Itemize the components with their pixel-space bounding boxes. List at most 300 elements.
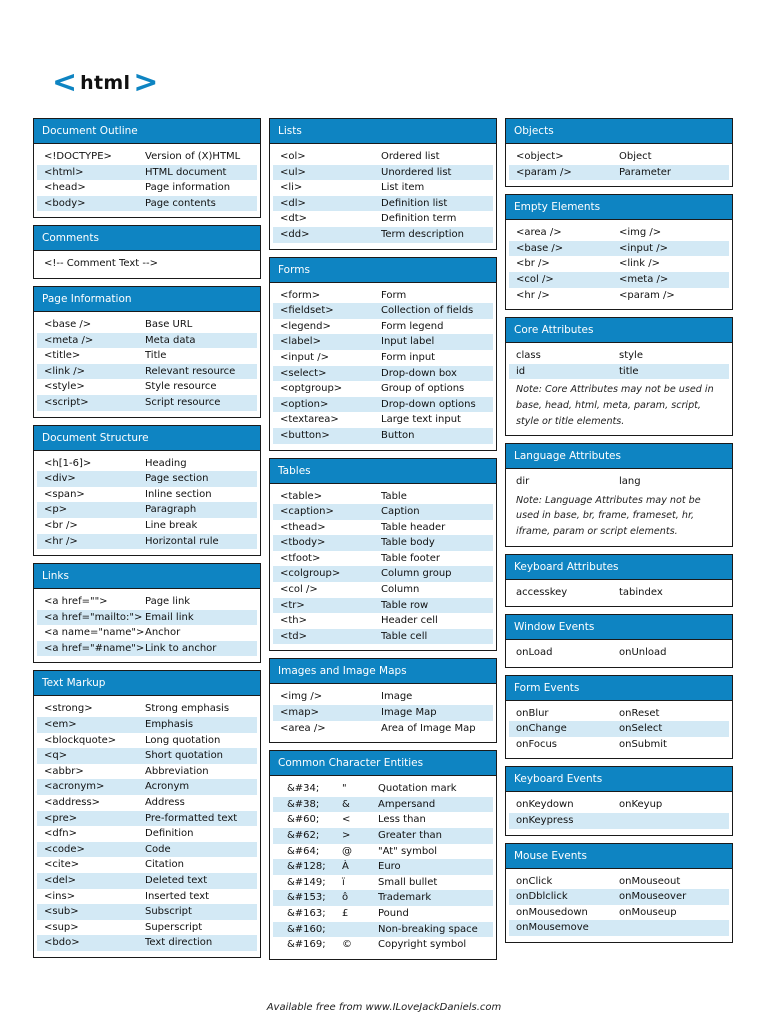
table-row [37, 456, 257, 472]
tag-cell: <acronym> [44, 781, 105, 793]
description-cell: Anchor [145, 627, 181, 639]
section-rows [506, 701, 732, 759]
table-row [273, 844, 493, 860]
table-row [37, 594, 257, 610]
section-note: Note: Language Attributes may not be used in base, br, frame, frameset, hr, iframe, param or script elements. [516, 494, 701, 537]
tag-cell: <label> [280, 336, 321, 348]
tag-cell: <style> [44, 381, 85, 393]
entity-description: Trademark [378, 892, 432, 904]
table-row [273, 812, 493, 828]
entity-description: Less than [378, 814, 426, 826]
description-cell: Base URL [145, 318, 193, 330]
column-2 [269, 118, 497, 967]
description-cell: onSubmit [619, 738, 667, 750]
table-row [37, 625, 257, 641]
entity-description: Copyright symbol [378, 939, 467, 951]
entity-description: Non-breaking space [378, 923, 478, 935]
entity-char: < [342, 814, 351, 826]
table-row [37, 857, 257, 873]
section-text-markup [33, 670, 261, 958]
description-cell: Meta data [145, 334, 196, 346]
table-row [273, 489, 493, 505]
table-row [37, 502, 257, 518]
section-rows [34, 312, 260, 417]
section-title: Form Events [506, 676, 732, 701]
section-document-outline [33, 118, 261, 218]
description-cell: Emphasis [145, 719, 194, 731]
tag-cell: <title> [44, 350, 81, 362]
tag-cell: <colgroup> [280, 568, 341, 580]
table-row [509, 256, 729, 272]
section-rows [506, 343, 732, 435]
table-row [273, 165, 493, 181]
section-rows [506, 220, 732, 309]
column-1 [33, 118, 261, 965]
description-cell: Title [145, 350, 167, 362]
description-cell: Definition list [381, 197, 448, 209]
tag-cell: class [516, 350, 541, 362]
section-title: Text Markup [34, 671, 260, 696]
table-row [273, 397, 493, 413]
description-cell: style [619, 350, 643, 362]
entity-char: ô [342, 892, 349, 904]
description-cell: Ordered list [381, 151, 440, 162]
logo-text: html [80, 72, 131, 94]
description-cell: Button [381, 429, 415, 441]
description-cell: Collection of fields [381, 305, 474, 317]
tag-cell: <base /> [44, 318, 92, 330]
tag-cell: <area /> [516, 227, 562, 239]
table-row [509, 645, 729, 661]
section-title: Links [34, 564, 260, 589]
table-row [37, 873, 257, 889]
table-row [273, 520, 493, 536]
description-cell: Caption [381, 506, 420, 518]
description-cell: Drop-down options [381, 398, 476, 410]
table-row [37, 317, 257, 333]
entity-char: À [342, 861, 349, 873]
description-cell: <link /> [619, 258, 660, 270]
tag-cell: <link /> [44, 365, 85, 377]
description-cell: Table cell [381, 630, 428, 642]
tag-cell: <br /> [516, 258, 550, 270]
section-title: Language Attributes [506, 444, 732, 469]
description-cell: Line break [145, 519, 198, 531]
section-rows [506, 580, 732, 607]
section-rows [506, 144, 732, 186]
table-row [273, 598, 493, 614]
table-row [37, 826, 257, 842]
table-row [37, 348, 257, 364]
table-row [273, 689, 493, 705]
description-cell: Table [381, 490, 407, 502]
entity-char: @ [342, 845, 352, 857]
tag-cell: <h[1-6]> [44, 457, 92, 469]
entity-description: Euro [378, 861, 401, 873]
section-window-events [505, 614, 733, 668]
table-row [273, 381, 493, 397]
description-cell: <param /> [619, 289, 675, 301]
tag-cell: <tr> [280, 599, 305, 611]
entity-char: & [342, 798, 350, 810]
tag-cell: onBlur [516, 707, 549, 719]
table-row [509, 920, 729, 936]
description-cell: Image Map [381, 707, 437, 719]
html-logo [52, 65, 159, 100]
table-row [509, 813, 729, 829]
section-forms [269, 257, 497, 451]
table-row [509, 706, 729, 722]
table-row [509, 797, 729, 813]
tag-cell: <a href="mailto:"> [44, 611, 143, 623]
description-cell: Citation [145, 859, 184, 871]
section-rows [34, 251, 260, 278]
description-cell: <input /> [619, 242, 669, 254]
entity-description: Greater than [378, 830, 443, 841]
table-row [273, 629, 493, 645]
tag-cell: <img /> [280, 691, 323, 703]
description-cell: Acronym [145, 781, 190, 793]
tag-cell: id [516, 365, 526, 377]
entity-code: &#60; [287, 814, 320, 826]
table-row [37, 487, 257, 503]
description-cell: Page contents [145, 197, 216, 209]
section-rows [270, 144, 496, 249]
entity-code: &#169; [287, 939, 326, 951]
description-cell: Page section [145, 473, 209, 485]
tag-cell: <td> [280, 630, 308, 642]
table-row [273, 303, 493, 319]
tag-cell: <blockquote> [44, 734, 117, 746]
tag-cell: <textarea> [280, 414, 339, 426]
tag-cell: <ul> [280, 166, 306, 178]
description-cell: Form input [381, 351, 436, 363]
tag-cell: onKeydown [516, 799, 574, 811]
table-row [37, 717, 257, 733]
description-cell: Object [619, 151, 652, 162]
description-cell: Form legend [381, 320, 444, 332]
section-title: Page Information [34, 287, 260, 312]
tag-cell: <dfn> [44, 828, 77, 840]
tag-cell: <param /> [516, 166, 572, 178]
description-cell: onReset [619, 707, 660, 719]
section-empty-elements [505, 194, 733, 310]
table-row [273, 535, 493, 551]
description-cell: Header cell [381, 615, 438, 627]
tag-cell: <option> [280, 398, 329, 410]
tag-cell: <button> [280, 429, 330, 441]
entity-code: &#34; [287, 783, 320, 795]
entity-char [342, 922, 378, 938]
description-cell: Group of options [381, 383, 465, 395]
table-row [273, 875, 493, 891]
tag-cell: <dl> [280, 197, 306, 209]
description-cell: <img /> [619, 227, 662, 239]
description-cell: Style resource [145, 381, 217, 393]
table-row [273, 859, 493, 875]
description-cell: Page link [145, 596, 191, 608]
table-row [37, 471, 257, 487]
tag-cell: <optgroup> [280, 383, 343, 395]
description-cell: Paragraph [145, 504, 197, 516]
tag-cell: <q> [44, 750, 68, 762]
table-row [509, 165, 729, 181]
section-lists [269, 118, 497, 250]
tag-cell: <sub> [44, 906, 79, 918]
description-cell: Subscript [145, 906, 192, 918]
section-note: Note: Core Attributes may not be used in base, head, html, meta, param, script, style or title elements. [516, 384, 714, 427]
table-row [37, 701, 257, 717]
table-row [509, 889, 729, 905]
tag-cell: onKeypress [516, 815, 574, 827]
section-rows [506, 640, 732, 667]
tag-cell: <map> [280, 707, 319, 719]
table-row [37, 733, 257, 749]
table-row [37, 534, 257, 550]
description-cell: onUnload [619, 647, 667, 659]
tag-cell: <div> [44, 473, 76, 485]
description-cell: lang [619, 476, 641, 488]
entity-code: &#153; [287, 892, 326, 904]
description-cell: Heading [145, 457, 187, 469]
description-cell: onMouseout [619, 875, 681, 887]
tag-cell: <br /> [44, 519, 78, 531]
section-title: Keyboard Attributes [506, 555, 732, 580]
section-rows [34, 589, 260, 662]
tag-cell: <legend> [280, 320, 331, 332]
table-row [509, 721, 729, 737]
tag-cell: <del> [44, 875, 77, 886]
description-cell: Form [381, 289, 407, 301]
description-cell: Relevant resource [145, 365, 236, 377]
section-rows [270, 283, 496, 450]
entity-code: &#160; [287, 923, 326, 935]
footer-credit: Available free from www.ILoveJackDaniels.com [266, 1002, 502, 1013]
description-cell: Table body [381, 537, 435, 549]
description-cell: Column group [381, 568, 452, 580]
section-rows [270, 684, 496, 742]
entity-char: " [342, 783, 347, 795]
entity-code: &#64; [287, 845, 320, 857]
entity-char: © [342, 939, 352, 951]
tag-cell: <meta /> [44, 334, 94, 346]
tag-cell: accesskey [516, 586, 568, 598]
tag-cell: <tbody> [280, 537, 326, 549]
entity-char: ï [342, 876, 345, 888]
description-cell: Large text input [381, 414, 461, 426]
tag-cell: <head> [44, 182, 86, 194]
tag-cell: <thead> [280, 521, 326, 533]
tag-cell: <th> [280, 615, 308, 627]
tag-cell: <select> [280, 367, 327, 379]
tag-cell: <caption> [280, 506, 334, 518]
entity-code: &#128; [287, 861, 326, 873]
table-row [37, 935, 257, 951]
table-row [273, 566, 493, 582]
description-cell: Area of Image Map [381, 722, 476, 734]
table-row [273, 828, 493, 844]
section-keyboard-attributes [505, 554, 733, 608]
table-row [509, 241, 729, 257]
entity-description: Quotation mark [378, 783, 457, 795]
section-common-character-entities [269, 750, 497, 960]
table-row [37, 842, 257, 858]
tag-cell: onDblclick [516, 891, 568, 903]
tag-cell: <code> [44, 843, 85, 855]
description-cell: onKeyup [619, 799, 663, 811]
description-cell: Link to anchor [145, 642, 217, 654]
table-row [273, 922, 493, 938]
description-cell [619, 920, 729, 936]
description-cell: Page information [145, 182, 231, 194]
description-cell: Unordered list [381, 166, 452, 178]
tag-cell: <object> [516, 151, 564, 162]
table-row [273, 196, 493, 212]
description-cell [619, 813, 729, 829]
description-cell: Code [145, 843, 171, 855]
table-row [37, 920, 257, 936]
table-row [273, 412, 493, 428]
tag-cell: onLoad [516, 647, 553, 659]
tag-cell: <a href="#name"> [44, 642, 145, 654]
table-row [273, 797, 493, 813]
tag-cell: <html> [44, 166, 84, 178]
description-cell: Inserted text [145, 890, 210, 902]
tag-cell: <address> [44, 797, 101, 809]
section-document-structure [33, 425, 261, 557]
table-row [273, 890, 493, 906]
description-cell: onSelect [619, 723, 663, 735]
tag-cell: <input /> [280, 351, 330, 363]
section-core-attributes [505, 317, 733, 436]
section-rows [270, 484, 496, 651]
table-row [273, 781, 493, 797]
entity-description: "At" symbol [378, 845, 438, 857]
tag-cell: <pre> [44, 812, 78, 824]
table-row [37, 518, 257, 534]
table-row [37, 610, 257, 626]
tag-cell: <a name="name"> [44, 627, 145, 639]
table-row [273, 504, 493, 520]
table-row [273, 288, 493, 304]
entity-description: Ampersand [378, 798, 436, 810]
description-cell: Superscript [145, 921, 203, 933]
tag-cell: <fieldset> [280, 305, 334, 317]
table-row [37, 748, 257, 764]
entity-code: &#149; [287, 876, 326, 888]
tag-cell: <abbr> [44, 765, 84, 777]
table-row [37, 811, 257, 827]
section-title: Objects [506, 119, 732, 144]
description-cell: Long quotation [145, 734, 221, 746]
description-cell: onMouseover [619, 891, 687, 903]
section-title: Mouse Events [506, 844, 732, 869]
section-title: Document Outline [34, 119, 260, 144]
table-row [509, 272, 729, 288]
table-row [273, 319, 493, 335]
section-language-attributes [505, 443, 733, 546]
description-cell: Abbreviation [145, 765, 209, 777]
table-row [273, 906, 493, 922]
table-row [509, 225, 729, 241]
table-row [37, 641, 257, 657]
left-angle-icon: < [52, 65, 78, 100]
table-row [37, 196, 257, 212]
table-row [37, 165, 257, 181]
section-rows [34, 696, 260, 957]
section-rows [506, 792, 732, 834]
tag-cell: <em> [44, 719, 77, 731]
tag-cell: <form> [280, 289, 321, 301]
description-cell: Deleted text [145, 875, 208, 886]
section-title: Core Attributes [506, 318, 732, 343]
section-mouse-events [505, 843, 733, 943]
description-cell: List item [381, 182, 425, 194]
tag-cell: <p> [44, 504, 68, 516]
description-cell: Drop-down box [381, 367, 457, 379]
description-cell: Table row [381, 599, 429, 611]
table-row [37, 795, 257, 811]
tag-cell: <tfoot> [280, 552, 321, 564]
table-row [37, 256, 257, 272]
section-rows [34, 144, 260, 217]
table-row [509, 348, 729, 364]
entity-description: Small bullet [378, 876, 438, 888]
table-row [37, 779, 257, 795]
tag-cell: <bdo> [44, 937, 80, 949]
table-row [509, 474, 729, 490]
section-title: Comments [34, 226, 260, 251]
table-row [509, 364, 729, 380]
tag-cell: onMousedown [516, 906, 588, 918]
description-cell: Definition [145, 828, 194, 840]
table-row [273, 334, 493, 350]
description-cell: tabindex [619, 586, 663, 598]
table-row [273, 366, 493, 382]
tag-cell: <area /> [280, 722, 326, 734]
table-row [37, 395, 257, 411]
tag-cell: <table> [280, 490, 323, 502]
table-row [37, 180, 257, 196]
table-row [273, 582, 493, 598]
description-cell: Version of (X)HTML [145, 151, 241, 162]
table-row [509, 149, 729, 165]
table-row [509, 737, 729, 753]
section-title: Common Character Entities [270, 751, 496, 776]
section-title: Document Structure [34, 426, 260, 451]
table-row [273, 350, 493, 366]
section-title: Empty Elements [506, 195, 732, 220]
section-title: Window Events [506, 615, 732, 640]
table-row [37, 764, 257, 780]
table-row [37, 889, 257, 905]
table-row [273, 180, 493, 196]
description-cell: Short quotation [145, 750, 224, 762]
description-cell: onMouseup [619, 906, 677, 918]
table-row [273, 705, 493, 721]
description-cell: Pre-formatted text [145, 812, 238, 824]
section-links [33, 563, 261, 663]
tag-cell: <hr /> [44, 535, 78, 547]
section-title: Images and Image Maps [270, 659, 496, 684]
tag-cell: onMousemove [516, 922, 589, 934]
entity-char: £ [342, 907, 349, 919]
table-row [509, 874, 729, 890]
table-row [37, 333, 257, 349]
entity-description: Pound [378, 907, 409, 919]
table-row [273, 149, 493, 165]
tag-cell: <col /> [280, 584, 318, 596]
